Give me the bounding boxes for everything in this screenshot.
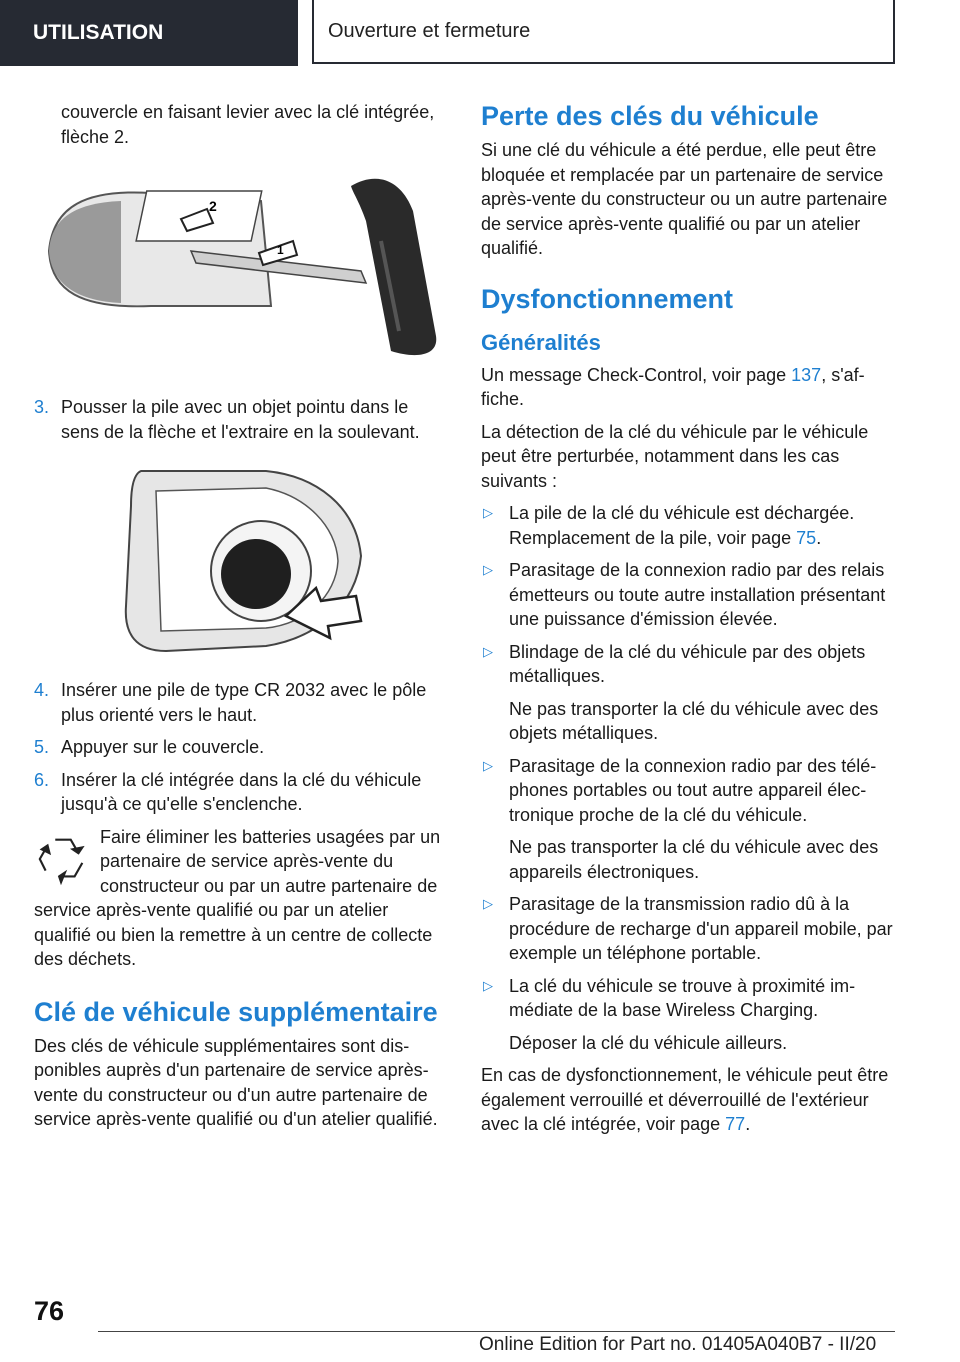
step-text: Pousser la pile avec un objet pointu dans le sens de la flèche et l'extraire en la soulevant.: [61, 397, 420, 442]
list-item-note: Ne pas transporter la clé du véhicule avec des appareils électroniques.: [509, 837, 879, 882]
triangle-right-icon: ▷: [483, 643, 493, 659]
step-text: Appuyer sur le couvercle.: [61, 737, 265, 757]
triangle-right-icon: ▷: [483, 562, 493, 577]
svg-text:2: 2: [209, 198, 217, 214]
page-number: 76: [34, 1296, 65, 1326]
topic-tab: Ouverture et fermeture: [312, 0, 895, 64]
list-item: ▷ La pile de la clé du véhicule est déchargée. Remplacement de la pile, voir page 75.: [483, 503, 855, 548]
triangle-right-icon: ▷: [483, 977, 493, 993]
step-number: 5.: [34, 737, 50, 757]
list-item: ▷ Parasitage de la transmission radio dû à la procédure de recharge d'un appareil mobile, par exemple un téléphone portable.: [483, 894, 893, 963]
svg-text:1: 1: [277, 243, 284, 257]
intro-text: couvercle en faisant levier avec la clé intégrée, flèche 2.: [61, 102, 435, 147]
step-6: [34, 768, 448, 817]
step-4: [34, 678, 448, 727]
lost-keys-heading: Perte des clés du véhicule: [481, 101, 819, 131]
recycling-note: [34, 825, 448, 972]
right-column: [481, 100, 894, 1145]
page-link-137[interactable]: 137: [791, 364, 822, 385]
step-number: 6.: [34, 769, 50, 790]
list-item: ▷ Parasitage de la connexion radio par des téléphones portables ou tout autre appareil électronique proche de la clé du véhicule.: [483, 755, 877, 825]
step-3: [34, 395, 448, 444]
section-tab: UTILISATION: [0, 0, 298, 66]
general-text: Un message Check-Control, voir page 137, s'affiche.: [481, 364, 865, 409]
final-text: En cas de dysfonctionnement, le véhicule peut être également verrouillé et déverrouillé de l'extérieur avec la clé intégrée, voir page 77.: [481, 1065, 889, 1134]
extra-key-text: Des clés de véhicule supplémentaires sont disponibles auprès d'un partenaire de service après-vente du constructeur ou d'un autre partenaire de service après-vente qualifié ou d'un atelier qualifié.: [34, 1035, 438, 1129]
left-column: [34, 100, 448, 1140]
edition-text: Online Edition for Part no. 01405A040B7 - II/20: [479, 1334, 877, 1355]
step-5: [34, 735, 448, 760]
triangle-right-icon: ▷: [483, 505, 493, 520]
list-item-note: Déposer la clé du véhicule ailleurs.: [509, 1032, 788, 1053]
malfunction-heading: Dysfonctionnement: [481, 283, 734, 314]
triangle-right-icon: ▷: [483, 757, 493, 773]
step-number: 4.: [34, 680, 50, 700]
page-header: [0, 0, 960, 66]
recycle-icon: [34, 829, 92, 889]
triangle-right-icon: ▷: [483, 896, 493, 911]
lost-keys-text: Si une clé du véhicule a été perdue, elle peut être bloquée et remplacée par un partenaire de service après-vente du constructeur ou un autre partenaire de service après-vente qualifié ou par un atelier qualifié.: [481, 140, 888, 258]
list-item: ▷ Parasitage de la connexion radio par des relais émetteurs ou toute autre installation présentant une puissance d'émission élevée.: [483, 560, 886, 629]
step-number: 3.: [34, 397, 50, 417]
list-item: ▷ Blindage de la clé du véhicule par des objets métalliques.: [483, 641, 866, 686]
page-link-77[interactable]: 77: [725, 1114, 746, 1134]
key-lid-illustration: [41, 171, 441, 371]
list-item: ▷ La clé du véhicule se trouve à proximité immédiate de la base Wireless Charging.: [483, 975, 856, 1020]
battery-illustration: [116, 466, 366, 656]
recycling-text: Faire éliminer les batteries usagées par un partenaire de service après-vente du constructeur ou par un autre partenaire de service après-vente qualifié ou par un atelier qualifié ou bien la remettre à un centre de collecte des déchets.: [34, 826, 441, 969]
list-item-note: Ne pas transporter la clé du véhicule avec des objets métalliques.: [509, 698, 879, 743]
extra-key-heading: Clé de véhicule supplémentaire: [34, 996, 438, 1027]
general-heading: Généralités: [481, 329, 601, 355]
step-text: Insérer une pile de type CR 2032 avec le pôle plus orienté vers le haut.: [61, 680, 427, 725]
detection-text: La détection de la clé du véhicule par le véhicule peut être perturbée, notamment dans les cas suivants :: [481, 421, 869, 491]
step-text: Insérer la clé intégrée dans la clé du véhicule jusqu'à ce qu'elle s'enclenche.: [61, 769, 422, 814]
page-link-75[interactable]: 75: [796, 527, 817, 548]
footer-divider: [98, 1331, 895, 1332]
